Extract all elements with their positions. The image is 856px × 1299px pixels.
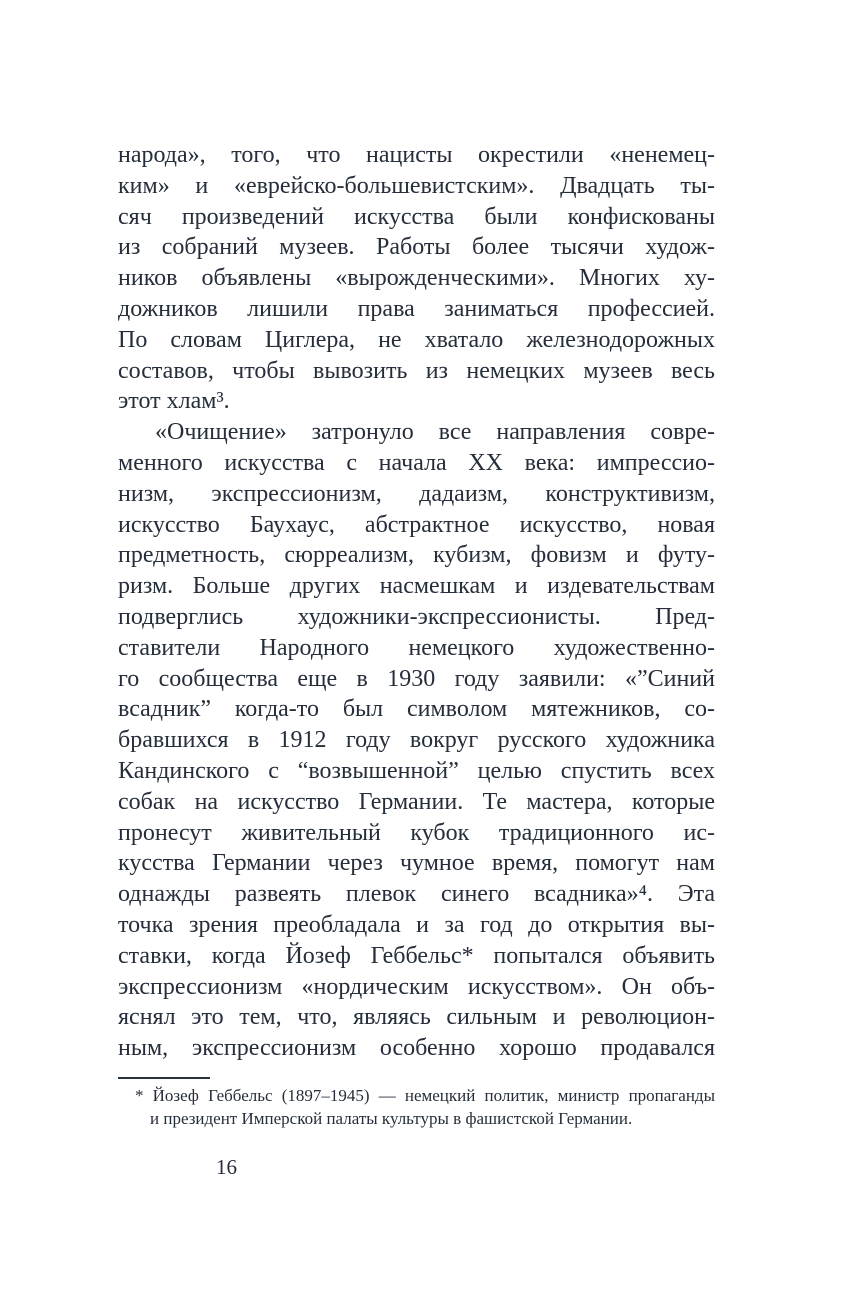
body-text-line: низм, экспрессионизм, дадаизм, конструктивизм, (118, 480, 715, 507)
body-text-line: экспрессионизм «нордическим искусством». Он объ- (118, 973, 715, 1000)
body-text-line: ставители Народного немецкого художественно- (118, 634, 715, 661)
body-text-line: искусство Баухаус, абстрактное искусство, новая (118, 511, 715, 538)
body-text-line: пронесут живительный кубок традиционного ис- (118, 819, 715, 846)
body-text-line: ким» и «еврейско-большевистским». Двадцать ты- (118, 172, 715, 199)
footnote-divider (118, 1077, 210, 1079)
body-text-line: однажды развеять плевок синего всадника»⁴. Эта (118, 881, 715, 908)
body-text (118, 140, 715, 1064)
body-text-line: яснял это тем, что, являясь сильным и революцион- (118, 1004, 715, 1031)
body-text-line: ставки, когда Йозеф Геббельс* попытался объявить (118, 942, 715, 969)
body-text-line: «Очищение» затронуло все направления совре- (155, 419, 715, 446)
body-text-line: ников объявлены «вырожденческими». Многих ху- (118, 265, 715, 292)
body-text-line: из собраний музеев. Работы более тысячи худож- (118, 234, 715, 261)
footnote-line: * Йозеф Геббельс (1897–1945) — немецкий политик, министр пропаганды (135, 1086, 715, 1105)
body-text-line: Кандинского с “возвышенной” целью спустить всех (118, 757, 715, 784)
body-text-line: подверглись художники-экспрессионисты. Пред- (118, 603, 715, 630)
body-text-line: менного искусства с начала XX века: импрессио- (118, 449, 715, 476)
body-text-line: этот хлам³. (118, 388, 230, 415)
body-text-line: точка зрения преобладала и за год до открытия вы- (118, 911, 715, 938)
body-text-line: народа», того, что нацисты окрестили «ненемец- (118, 142, 715, 168)
body-text-line: сяч произведений искусства были конфискованы (118, 203, 715, 230)
footnote (135, 1085, 715, 1130)
page-number: 16 (216, 1155, 237, 1179)
body-text-line: предметность, сюрреализм, кубизм, фовизм и футу- (118, 542, 715, 569)
body-text-line: го сообщества еще в 1930 году заявили: «”Синий (118, 665, 715, 692)
body-text-line: составов, чтобы вывозить из немецких музеев весь (118, 357, 715, 384)
body-text-line: кусства Германии через чумное время, помогут нам (118, 850, 715, 877)
body-text-line: ризм. Больше других насмешкам и издевательствам (118, 573, 715, 600)
body-text-line: собак на искусство Германии. Те мастера, которые (118, 788, 715, 815)
body-text-line: ным, экспрессионизм особенно хорошо продавался (118, 1035, 715, 1062)
body-text-line: дожников лишили права заниматься профессией. (118, 295, 715, 322)
body-text-line: бравшихся в 1912 году вокруг русского художника (118, 727, 715, 754)
footnote-line: и президент Имперской палаты культуры в фашистской Германии. (150, 1108, 633, 1128)
body-text-line: По словам Циглера, не хватало железнодорожных (118, 326, 715, 353)
body-text-line: всадник” когда-то был символом мятежников, со- (118, 696, 715, 723)
